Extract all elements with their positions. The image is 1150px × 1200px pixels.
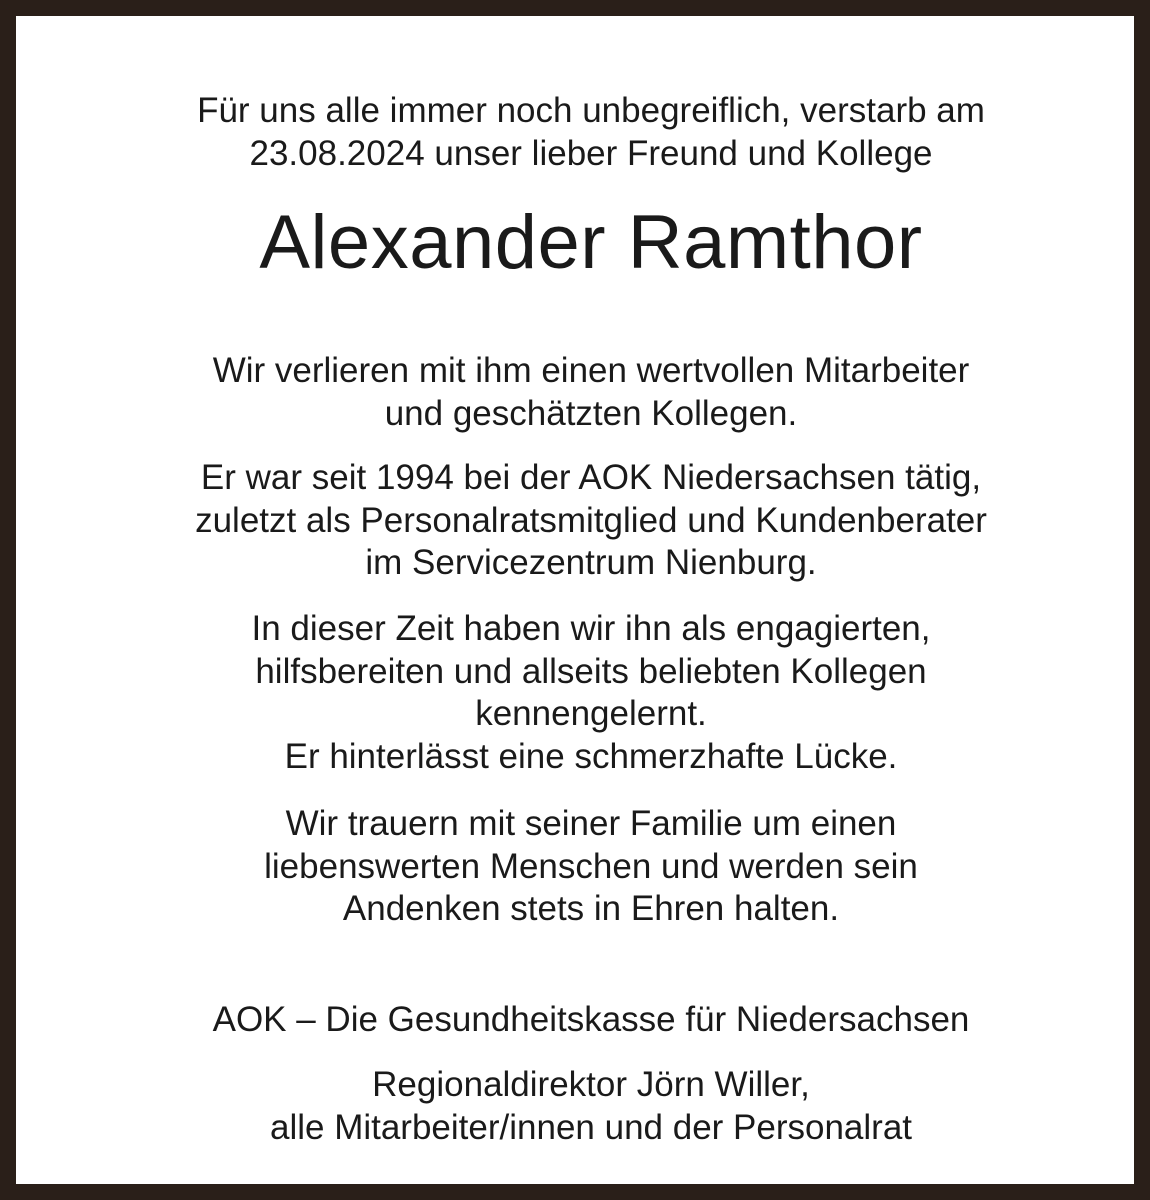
paragraph3-line-2: hilfsbereiten und allseits beliebten Kollegen xyxy=(255,652,927,691)
paragraph4-line-2: liebenswerten Menschen und werden sein xyxy=(264,847,918,886)
signatory-line-1: Regionaldirektor Jörn Willer, xyxy=(372,1065,810,1104)
obituary-content xyxy=(32,32,1150,1200)
intro-line-1: Für uns alle immer noch unbegreiflich, verstarb am xyxy=(197,91,985,130)
intro-line-2: 23.08.2024 unser lieber Freund und Kollege xyxy=(249,134,933,173)
paragraph3-line-4: Er hinterlässt eine schmerzhafte Lücke. xyxy=(284,737,898,776)
paragraph2-line-2: zuletzt als Personalratsmitglied und Kundenberater xyxy=(195,501,987,540)
paragraph3-line-3: kennengelernt. xyxy=(475,694,707,733)
paragraph3-line-1: In dieser Zeit haben wir ihn als engagierten, xyxy=(251,609,931,648)
paragraph4-line-1: Wir trauern mit seiner Familie um einen xyxy=(285,804,897,843)
paragraph1-line-2: und geschätzten Kollegen. xyxy=(384,394,798,433)
paragraph1-line-1: Wir verlieren mit ihm einen wertvollen Mitarbeiter xyxy=(212,351,970,390)
paragraph4-line-3: Andenken stets in Ehren halten. xyxy=(342,889,840,928)
signatory-line-2: alle Mitarbeiter/innen und der Personalrat xyxy=(269,1108,913,1147)
paragraph2-line-3: im Servicezentrum Nienburg. xyxy=(365,543,817,582)
paragraph2-line-1: Er war seit 1994 bei der AOK Niedersachsen tätig, xyxy=(200,458,982,497)
organization-name: AOK – Die Gesundheitskasse für Niedersachsen xyxy=(212,1000,970,1039)
deceased-name: Alexander Ramthor xyxy=(259,200,923,285)
